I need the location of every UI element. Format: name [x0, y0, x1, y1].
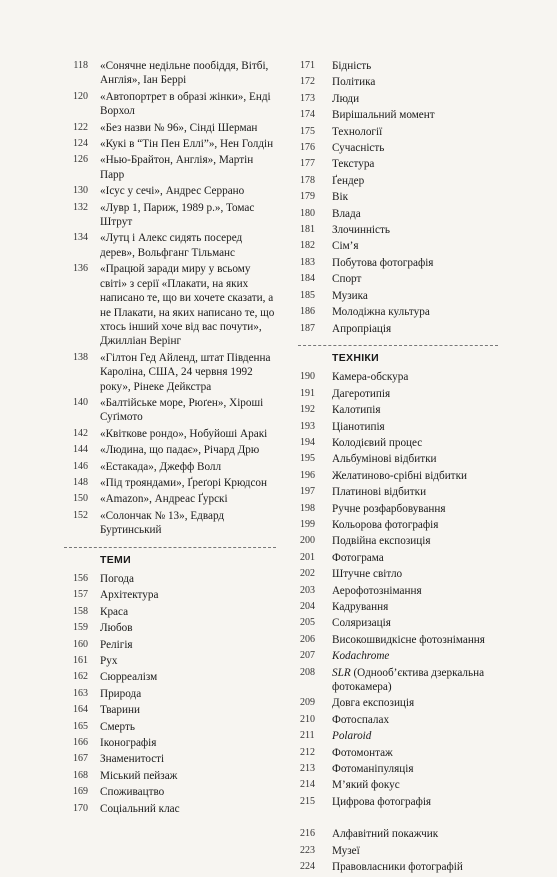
entry-title: Алфавітний покажчик	[332, 828, 439, 841]
toc-entry	[298, 239, 498, 253]
page-number: 209	[300, 697, 315, 709]
entry-title: «Без назви № 96», Сінді Шерман	[100, 121, 258, 134]
page-number: 194	[300, 436, 315, 448]
page-number: 191	[300, 387, 315, 399]
entry-title: Кольорова фотографія	[332, 518, 439, 531]
page-number: 196	[300, 469, 315, 481]
page-number: 176	[300, 142, 315, 154]
page-number: 150	[73, 493, 88, 505]
page-number: 199	[300, 518, 315, 530]
entry-title: Цифрова фотографія	[332, 795, 432, 808]
toc-entry	[64, 572, 276, 586]
toc-entry	[64, 785, 276, 799]
toc-entry	[298, 729, 498, 743]
page-number: 177	[300, 158, 315, 170]
page-number: 126	[73, 154, 88, 166]
toc-entry	[64, 153, 276, 182]
toc-entry	[298, 469, 498, 483]
section-divider	[64, 547, 276, 548]
toc-entry	[298, 452, 498, 466]
page-number: 181	[300, 224, 315, 236]
section-divider	[298, 345, 498, 346]
entry-title: Соляризація	[332, 617, 391, 630]
entry-title: Міський пейзаж	[100, 769, 178, 782]
page-number: 184	[300, 273, 315, 285]
page-number: 216	[300, 828, 315, 840]
page-number: 140	[73, 396, 88, 408]
entry-title: Kodachrome	[332, 650, 390, 663]
entry-title: Альбумінові відбитки	[332, 453, 437, 466]
page-number: 174	[300, 109, 315, 121]
toc-entry	[298, 844, 498, 858]
entry-title: Сюрреалізм	[100, 671, 158, 684]
entry-title: «Працюй заради миру у всьому світі» з серії «Плакати, на яких написано те, що ви хочете сказати, а не Плакати, на яких написано те, що хтось інший хоче від вас почути», Джилліан Верінг	[100, 263, 275, 348]
page-number: 215	[300, 795, 315, 807]
entry-title: «Кукі в “Тін Пен Еллі”», Нен Голдін	[100, 138, 274, 151]
entry-title: Бідність	[332, 60, 372, 72]
page-number: 187	[300, 322, 315, 334]
entry-title: Подвійна експозиція	[332, 535, 431, 548]
toc-entry	[64, 654, 276, 668]
toc-entry	[298, 666, 498, 695]
toc-entry	[298, 860, 498, 874]
toc-entry	[64, 670, 276, 684]
page-number: 210	[300, 713, 315, 725]
toc-entry	[64, 231, 276, 260]
toc-entry	[64, 460, 276, 474]
toc-entry	[298, 633, 498, 647]
entry-title: Сучасність	[332, 142, 385, 155]
page-number: 160	[73, 638, 88, 650]
entry-title: Ґендер	[332, 174, 365, 187]
page-number: 171	[300, 60, 315, 71]
page-number: 212	[300, 746, 315, 758]
page-number: 166	[73, 737, 88, 749]
entry-title: «Ісус у сечі», Андрес Серрано	[100, 185, 245, 198]
page-number: 161	[73, 655, 88, 667]
page-number: 122	[73, 121, 88, 133]
entry-title: Спорт	[332, 273, 362, 286]
entry-title: «Солончак № 13», Едвард Буртинський	[100, 509, 225, 537]
page-number: 178	[300, 174, 315, 186]
entry-title: Злочинність	[332, 224, 390, 237]
toc-entry	[298, 370, 498, 384]
themes-list-left	[64, 572, 276, 816]
appendix-list	[298, 827, 498, 874]
page-number: 168	[73, 769, 88, 781]
toc-entry	[298, 551, 498, 565]
page-number: 159	[73, 622, 88, 634]
entry-title: «Лутц і Алекс сидять посеред дерев», Вольфганг Тільманс	[100, 232, 243, 259]
toc-entry	[64, 638, 276, 652]
entry-title: М’який фокус	[332, 779, 400, 792]
page-number: 179	[300, 191, 315, 203]
toc-entry	[298, 649, 498, 663]
entry-title: «Гілтон Гед Айленд, штат Південна Кароліна, США, 24 червня 1992 року», Рінеке Дейкстра	[100, 351, 271, 393]
toc-entry	[298, 108, 498, 122]
toc-entry	[298, 420, 498, 434]
toc-entry	[64, 769, 276, 783]
toc-entry	[64, 443, 276, 457]
page-number: 163	[73, 687, 88, 699]
page-number: 214	[300, 779, 315, 791]
entry-title: Фотомонтаж	[332, 746, 393, 759]
right-column	[298, 59, 498, 877]
entry-title: Релігія	[100, 638, 133, 651]
toc-entry	[298, 92, 498, 106]
toc-entry	[64, 90, 276, 119]
page-number: 211	[300, 730, 315, 742]
toc-entry	[298, 403, 498, 417]
toc-entry	[298, 75, 498, 89]
entry-title: Технології	[332, 125, 383, 138]
page-number: 197	[300, 486, 315, 498]
entry-title: Політика	[332, 76, 376, 89]
toc-entry	[298, 207, 498, 221]
toc-entry	[298, 256, 498, 270]
left-column	[64, 59, 276, 818]
page-number: 195	[300, 453, 315, 465]
page-number: 185	[300, 289, 315, 301]
entry-title: Смерть	[100, 720, 135, 733]
page-number: 173	[300, 92, 315, 104]
toc-entry	[64, 396, 276, 425]
page-number: 223	[300, 844, 315, 856]
entry-title: Текстура	[332, 158, 375, 171]
entry-title: «Балтійське море, Рюґен», Хіроші Суґімото	[100, 396, 264, 424]
page-number: 193	[300, 420, 315, 432]
page-number: 144	[73, 444, 88, 456]
toc-entry	[64, 802, 276, 816]
toc-entry	[64, 752, 276, 766]
entry-title: «Сонячне недільне пообіддя, Вітбі, Англія», Іан Беррі	[100, 60, 269, 87]
page-number: 182	[300, 240, 315, 252]
entry-title: Фотоманіпуляція	[332, 763, 414, 776]
themes-list-right	[298, 59, 498, 336]
toc-entry	[298, 584, 498, 598]
entry-title: Платинові відбитки	[332, 486, 427, 499]
toc-entry	[298, 518, 498, 532]
entry-title: «Під трояндами», Ґреґорі Крюдсон	[100, 476, 268, 489]
toc-entry	[64, 621, 276, 635]
page-number: 175	[300, 125, 315, 137]
page-number: 136	[73, 263, 88, 275]
toc-entry	[298, 502, 498, 516]
toc-entry	[64, 703, 276, 717]
page-number: 158	[73, 605, 88, 617]
entry-title: Штучне світло	[332, 568, 403, 581]
page-number: 165	[73, 720, 88, 732]
page-number: 172	[300, 76, 315, 88]
entry-title: Високошвидкісне фотознімання	[332, 633, 485, 646]
toc-entry	[64, 121, 276, 135]
toc-entry	[64, 201, 276, 230]
page-number: 200	[300, 535, 315, 547]
toc-entry	[298, 141, 498, 155]
entry-title: Апропріація	[332, 322, 392, 335]
entry-title: Сім’я	[332, 240, 359, 253]
page-number: 164	[73, 704, 88, 716]
page-number: 183	[300, 256, 315, 268]
page-number: 190	[300, 371, 315, 383]
entry-title: Молодіжна культура	[332, 306, 430, 319]
page-number: 148	[73, 476, 88, 488]
page-number: 202	[300, 568, 315, 580]
page-number: 204	[300, 601, 315, 612]
entry-title: «Естакада», Джефф Волл	[100, 460, 222, 473]
toc-entry	[64, 605, 276, 619]
entry-title: Рух	[100, 655, 118, 668]
techniques-heading: ТЕХНІКИ	[332, 351, 379, 364]
entry-title: Влада	[332, 207, 361, 220]
themes-heading: ТЕМИ	[100, 553, 131, 566]
entry-title: «Квіткове рондо», Нобуйоші Аракі	[100, 427, 268, 440]
entry-title: Побутова фотографія	[332, 256, 434, 269]
page-number: 198	[300, 502, 315, 514]
page-number: 213	[300, 763, 315, 775]
entry-title: Природа	[100, 687, 142, 700]
toc-entry	[298, 696, 498, 710]
page-number: 208	[300, 666, 315, 678]
toc-entry	[298, 305, 498, 319]
toc-entry	[298, 272, 498, 286]
entry-title: Дагеротипія	[332, 387, 391, 400]
toc-entry	[64, 427, 276, 441]
toc-entry	[64, 687, 276, 701]
page-number: 186	[300, 306, 315, 318]
toc-entry	[64, 476, 276, 490]
entry-title: Аерофотознімання	[332, 584, 422, 597]
page-number: 162	[73, 671, 88, 683]
toc-entry	[64, 262, 276, 348]
entry-title: Довга експозиція	[332, 697, 415, 710]
entry-title: «Amazon», Андреас Ґурскі	[100, 493, 228, 506]
toc-entry	[64, 351, 276, 394]
page-number: 205	[300, 617, 315, 629]
page-number: 169	[73, 786, 88, 798]
toc-entry	[64, 720, 276, 734]
page-number: 157	[73, 589, 88, 601]
toc-entry	[298, 534, 498, 548]
toc-entry	[298, 223, 498, 237]
toc-entry	[298, 827, 498, 841]
page-number: 130	[73, 185, 88, 197]
page-number: 203	[300, 584, 315, 596]
entry-title: Краса	[100, 605, 129, 618]
toc-entry	[298, 125, 498, 139]
toc-entry	[298, 190, 498, 204]
toc-entry	[64, 736, 276, 750]
entry-title: Любов	[100, 622, 133, 635]
entry-title: Вік	[332, 191, 349, 204]
toc-entry	[64, 509, 276, 538]
entry-title: Соціальний клас	[100, 802, 180, 815]
toc-entry	[64, 59, 276, 88]
toc-entry	[298, 485, 498, 499]
entry-title: Вирішальний момент	[332, 109, 435, 122]
page-number: 192	[300, 404, 315, 416]
entry-title: Калотипія	[332, 404, 381, 417]
page-number: 120	[73, 90, 88, 102]
page-number: 124	[73, 138, 88, 150]
page-number: 207	[300, 650, 315, 662]
toc-entry	[298, 600, 498, 614]
toc-entry	[298, 59, 498, 73]
toc-entry	[64, 184, 276, 198]
entry-title: Правовласники фотографій	[332, 861, 463, 874]
entry-title: Фотограма	[332, 551, 384, 564]
entry-title: Музеї	[332, 844, 360, 857]
page-number: 146	[73, 460, 88, 472]
toc-entry	[298, 762, 498, 776]
page-number: 152	[73, 509, 88, 521]
entry-title: Люди	[332, 92, 360, 105]
toc-entry	[64, 588, 276, 602]
toc-entry	[64, 137, 276, 151]
techniques-list	[298, 370, 498, 809]
entry-title: Камера-обскура	[332, 371, 409, 384]
entry-title: «Автопортрет в образі жінки», Енді Ворхол	[100, 90, 271, 118]
toc-entry	[298, 289, 498, 303]
entry-title: Тварини	[100, 704, 140, 717]
toc-entry	[298, 567, 498, 581]
toc-entry	[298, 157, 498, 171]
page-number: 138	[73, 351, 88, 363]
entry-title: Іконографія	[100, 737, 157, 750]
spacer	[298, 811, 498, 827]
page-number: 118	[73, 60, 88, 71]
toc-entry	[298, 713, 498, 727]
page-number: 134	[73, 232, 88, 244]
entry-title: Музика	[332, 289, 368, 302]
works-list	[64, 59, 276, 538]
page-number: 167	[73, 753, 88, 765]
entry-title: Кадрування	[332, 601, 389, 613]
entry-title: Ручне розфарбовування	[332, 502, 446, 515]
toc-entry	[298, 616, 498, 630]
entry-title: Фотоспалах	[332, 713, 390, 726]
toc-entry	[298, 436, 498, 450]
entry-title: Знаменитості	[100, 753, 165, 766]
page-number: 170	[73, 802, 88, 814]
toc-entry	[298, 174, 498, 188]
toc-entry	[298, 746, 498, 760]
page-number: 156	[73, 573, 88, 584]
entry-title: Ціанотипія	[332, 420, 385, 433]
page-number: 180	[300, 207, 315, 219]
page-number: 132	[73, 201, 88, 213]
toc-entry	[298, 778, 498, 792]
entry-title: Споживацтво	[100, 786, 165, 799]
entry-title: «Людина, що падає», Річард Дрю	[100, 444, 260, 457]
toc-entry	[298, 387, 498, 401]
entry-title: Архітектура	[100, 589, 159, 602]
page-number: 142	[73, 427, 88, 439]
page-number: 224	[300, 861, 315, 873]
entry-title: «Нью-Брайтон, Англія», Мартін Парр	[100, 154, 254, 181]
entry-title: «Лувр 1, Париж, 1989 р.», Томас Штрут	[100, 201, 255, 229]
entry-title: SLR (Однооб’єктива дзеркальна фотокамера)	[332, 666, 485, 694]
entry-title: Polaroid	[332, 730, 372, 743]
toc-entry	[298, 322, 498, 336]
page-number: 201	[300, 551, 315, 563]
toc-entry	[64, 492, 276, 506]
page-number: 206	[300, 633, 315, 645]
toc-entry	[298, 795, 498, 809]
entry-title: Колодієвий процес	[332, 436, 423, 449]
entry-title: Погода	[100, 573, 134, 585]
entry-title: Желатиново-срібні відбитки	[332, 469, 467, 482]
